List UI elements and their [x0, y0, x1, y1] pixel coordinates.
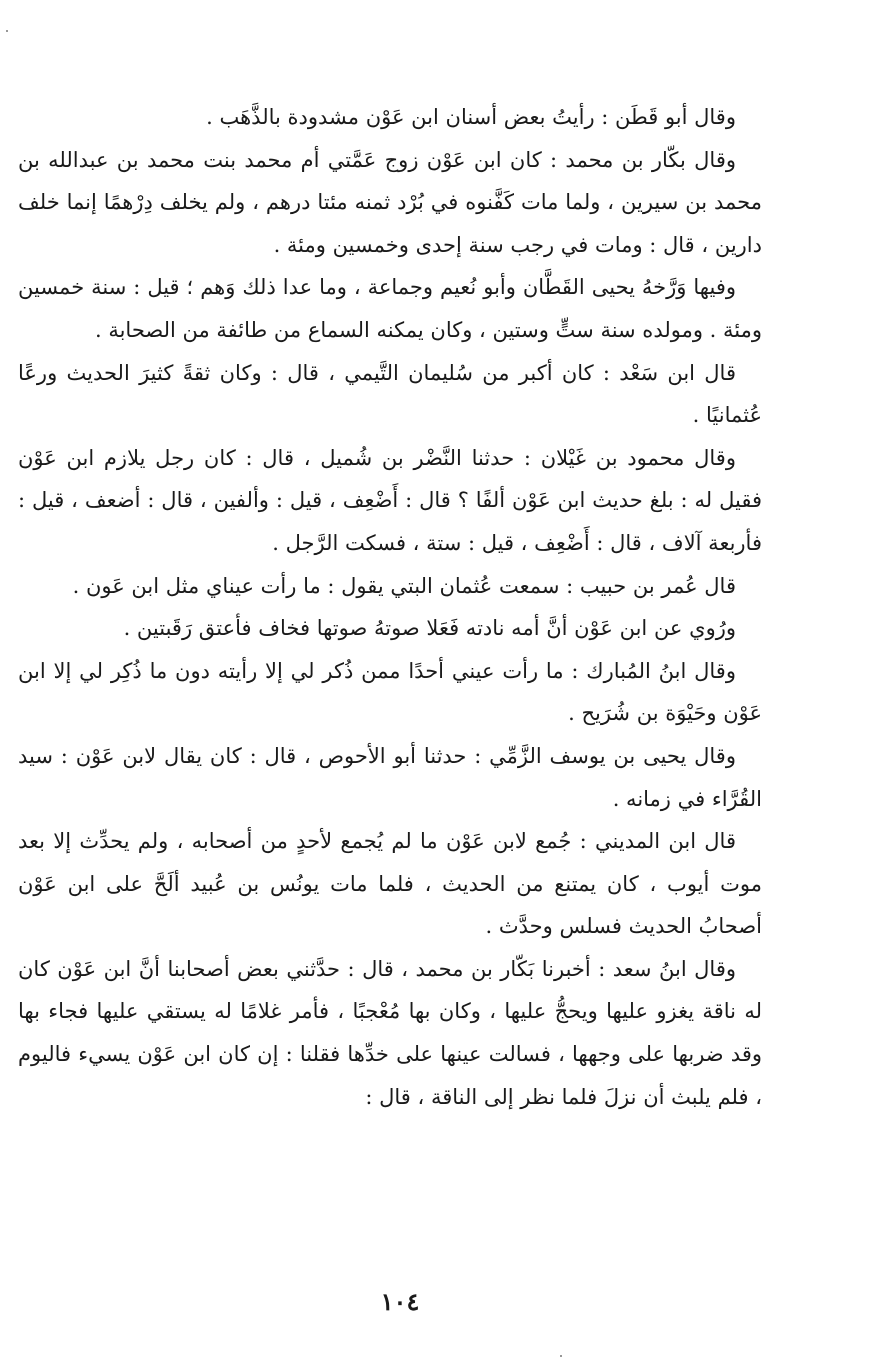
paragraph-bakkar-ibn-muhammad: وقال بكّار بن محمد : كان ابن عَوْن زوج عَمَّتي أم محمد بنت محمد بن عبدالله بن محمد بن سيرين ، ولما مات كَفَّنوه في بُرْد ثمنه مئتا درهم ، ولم يخلف دِرْهمًا إنما خلف دارين ، قال : ومات في رجب سنة إحدى وخمسين ومئة .: [18, 147, 762, 257]
paragraph-ibn-sad: قال ابن سَعْد : كان أكبر من سُليمان التَّيمي ، قال : وكان ثقةً كثيرَ الحديث ورعًا عُثمانيًا .: [18, 360, 762, 428]
scan-speck: [560, 1355, 562, 1357]
paragraph-abu-qatan: وقال أبو قَطَن : رأيتُ بعض أسنان ابن عَوْن مشدودة بالذَّهَب .: [206, 105, 736, 129]
page-number: ١٠٤: [380, 1287, 420, 1316]
paragraph-death-date: وفيها وَرَّخهُ يحيى القَطَّان وأبو نُعيم وجماعة ، وما عدا ذلك وَهم ؛ قيل : سنة خمسين ومئة . ومولده سنة ستٍّ وستين ، وكان يمكنه السماع من طائفة من الصحابة .: [18, 275, 762, 342]
paragraph-mother-called: ورُوي عن ابن عَوْن أنَّ أمه نادته فَعَلا صوتهُ صوتها فخاف فأعتق رَقَبتين .: [123, 616, 736, 641]
paragraph-ibn-al-madini: قال ابن المديني : جُمع لابن عَوْن ما لم يُجمع لأحدٍ من أصحابه ، ولم يحدِّث إلا بعد موت أيوب ، كان يمتنع من الحديث ، فلما مات يونُس بن عُبيد ألَحَّ على ابن عَوْن أصحابُ الحديث فسلس وحدَّث .: [18, 829, 762, 939]
paragraph-she-camel-story: وقال ابنُ سعد : أخبرنا بَكّار بن محمد ، قال : حدَّثني بعض أصحابنا أنَّ ابن عَوْن كان له ناقة يغزو عليها ويحجُّ عليها ، وكان بها مُعْجبًا ، فأمر غلامًا له يستقي عليها فجاء بها وقد ضربها على وجهها ، فسالت عينها على خدِّها فقلنا : إن كان ابن عَوْن يسيء فاليوم ، فلم يلبث أن نزلَ فلما نظر إلى الناقة ، قال :: [18, 956, 762, 1109]
scan-speck: [6, 30, 8, 32]
paragraph-yahya-ibn-yusuf: وقال يحيى بن يوسف الزَّمِّي : حدثنا أبو الأحوص ، قال : كان يقال لابن عَوْن : سيد القُرَّاء في زمانه .: [18, 743, 762, 811]
paragraph-ibn-al-mubarak: وقال ابنُ المُبارك : ما رأت عيني أحدًا ممن ذُكر لي إلا رأيته دون ما ذُكِر لي إلا ابن عَوْن وحَيْوَة بن شُرَيح .: [18, 658, 762, 726]
paragraph-mahmud-ibn-ghaylan: وقال محمود بن غَيْلان : حدثنا النَّضْر بن شُميل ، قال : كان رجل يلازم ابن عَوْن فقيل له : بلغ حديث ابن عَوْن ألفًا ؟ قال : أَضْعِف ، قيل : وألفين ، قال : أضعف ، قيل : فأربعة آلاف ، قال : أَضْعِف ، قيل : ستة ، فسكت الرَّجل .: [18, 445, 762, 555]
body-text: [18, 96, 762, 1118]
paragraph-umar-ibn-habib: قال عُمر بن حبيب : سمعت عُثمان البتي يقول : ما رأت عيناي مثل ابن عَون .: [72, 573, 736, 598]
